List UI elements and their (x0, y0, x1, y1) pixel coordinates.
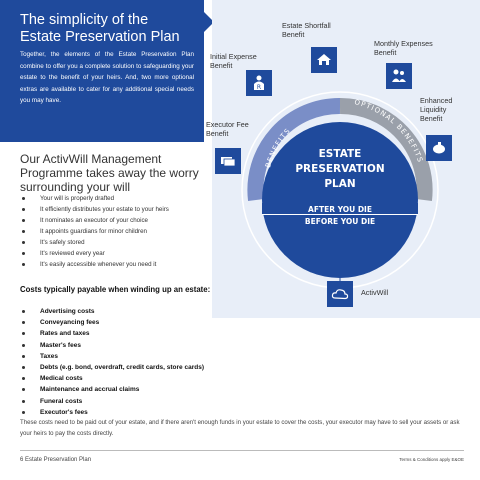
before-label: BEFORE YOU DIE (304, 217, 376, 226)
list-item: It's reviewed every year (20, 248, 220, 259)
monthly-expenses-l2: Benefit (374, 48, 397, 57)
after-label: AFTER YOU DIE (308, 205, 372, 214)
intro-title-line1: The simplicity of the (20, 12, 149, 28)
list-item: Advertising costs (20, 306, 280, 317)
center-title-line2: PRESERVATION (295, 163, 385, 175)
list-item: Master's fees (20, 340, 280, 351)
center-disc (262, 122, 418, 278)
monthly-expenses-label (374, 39, 433, 57)
footer-page-label: 6 Estate Preservation Plan (20, 457, 92, 463)
center-title-line1: ESTATE (318, 148, 362, 160)
cash-transfer-icon (215, 148, 241, 174)
intro-body: Together, the elements of the Estate Preservation Plan combine to offer you a complete solution to safeguarding your estate to the benefit of your heirs. And, two more optional extras are available to cater for any additional special needs you may have. (20, 51, 194, 104)
house-hand-icon (311, 47, 337, 73)
arc-optional-path: OPTIONAL BENEFITS (353, 98, 425, 165)
estate-shortfall-l1: Estate Shortfall (282, 21, 331, 30)
footer-divider (20, 450, 464, 451)
enhanced-l2: Liquidity (420, 105, 447, 114)
list-item: Funeral costs (20, 396, 280, 407)
list-item: It efficiently distributes your estate to your heirs (20, 204, 220, 215)
center-title-line3: PLAN (324, 178, 356, 190)
list-item: Your will is properly drafted (20, 193, 220, 204)
footer-terms: Terms & Conditions apply E&OE (399, 457, 464, 462)
intro-title-line2: Estate Preservation Plan (20, 29, 180, 45)
list-item: It's safely stored (20, 237, 220, 248)
before-bar (262, 214, 418, 215)
list-item: It appoints guardians for minor children (20, 226, 220, 237)
enhanced-liquidity-label (420, 96, 452, 123)
enhanced-l1: Enhanced (420, 96, 453, 105)
list-item: Conveyancing fees (20, 317, 280, 328)
list-item: Maintenance and accrual claims (20, 384, 280, 395)
activwill-cloud-icon (327, 281, 353, 307)
initial-expense-l1: Initial Expense (210, 52, 257, 61)
list-item: Taxes (20, 351, 280, 362)
list-item: Rates and taxes (20, 328, 280, 339)
list-item: Debts (e.g. bond, overdraft, credit cards, store cards) (20, 362, 280, 373)
costs-footnote: These costs need to be paid out of your estate, and if there aren't enough funds in your estate to cover the costs, your executor may have to sell your assets or ask your heirs to pay the costs directly. (20, 419, 460, 437)
enhanced-l3: Benefit (420, 114, 443, 123)
list-item: It nominates an executor of your choice (20, 215, 220, 226)
executor-fee-label (206, 120, 249, 138)
management-list (20, 193, 220, 270)
executor-l2: Benefit (206, 129, 229, 138)
list-item: Executor's fees (20, 407, 280, 418)
management-heading: Our ActivWill Management Programme takes away the worry surrounding your will (20, 152, 199, 194)
arc-benefits-path: BENEFITS (264, 126, 293, 169)
svg-text:R: R (256, 84, 262, 91)
family-icon (386, 63, 412, 89)
monthly-expenses-l1: Monthly Expenses (374, 39, 433, 48)
list-item: It's easily accessible whenever you need it (20, 259, 220, 270)
initial-expense-l2: Benefit (210, 61, 233, 70)
costs-heading: Costs typically payable when winding up an estate: (20, 285, 211, 294)
list-item: Medical costs (20, 373, 280, 384)
activwill-label: ActivWill (361, 288, 389, 297)
estate-shortfall-l2: Benefit (282, 30, 305, 39)
estate-shortfall-label (282, 21, 331, 39)
piggy-bank-icon (426, 135, 452, 161)
money-bag-icon (246, 70, 272, 96)
initial-expense-label (210, 52, 257, 70)
executor-l1: Executor Fee (206, 120, 249, 129)
costs-list (20, 306, 280, 418)
